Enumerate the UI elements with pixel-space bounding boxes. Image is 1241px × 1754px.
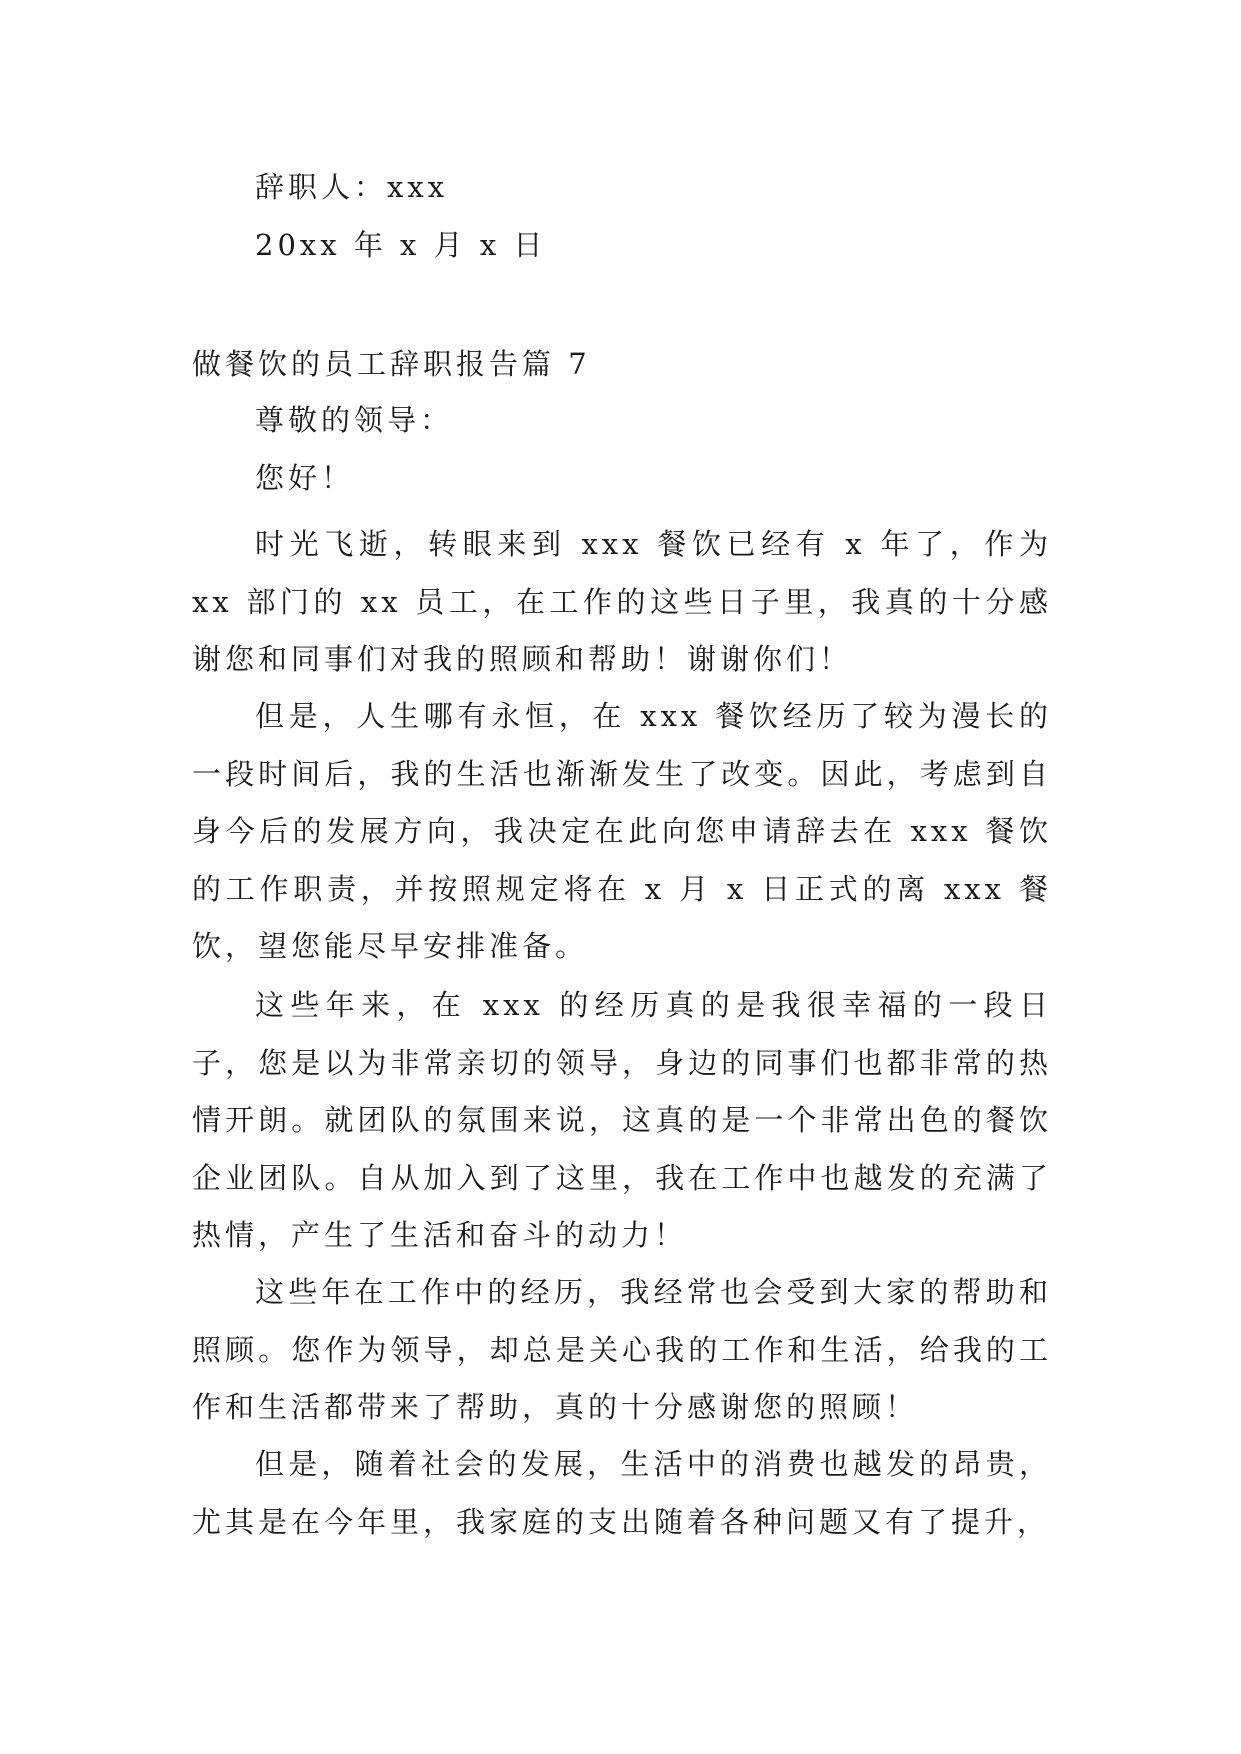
body-paragraph: 这些年在工作中的经历，我经常也会受到大家的帮助和照顾。您作为领导，却总是关心我的工作和生活，给我的工作和生活都带来了帮助，真的十分感谢您的照顾！ bbox=[192, 1275, 1052, 1424]
section-heading: 做餐饮的员工辞职报告篇 7 bbox=[192, 347, 591, 381]
greeting: 您好！ bbox=[255, 461, 355, 495]
signature-line: 辞职人：xxx bbox=[255, 170, 449, 204]
body-paragraph: 但是，随着社会的发展，生活中的消费也越发的昂贵，尤其是在今年里，我家庭的支出随着各种问题又有了提升， bbox=[192, 1447, 1052, 1539]
date-line: 20xx 年 x 月 x 日 bbox=[255, 228, 547, 262]
body-paragraph: 这些年来，在 xxx 的经历真的是我很幸福的一段日子，您是以为非常亲切的领导，身边的同事们也都非常的热情开朗。就团队的氛围来说，这真的是一个非常出色的餐饮企业团队。自从加入到了这里，我在工作中也越发的充满了热情，产生了生活和奋斗的动力！ bbox=[192, 988, 1052, 1252]
salutation: 尊敬的领导： bbox=[255, 403, 454, 437]
body-paragraph: 但是，人生哪有永恒，在 xxx 餐饮经历了较为漫长的一段时间后，我的生活也渐渐发生了改变。因此，考虑到自身今后的发展方向，我决定在此向您申请辞去在 xxx 餐饮的工作职责，并按照规定将在 x 月 x 日正式的离 xxx 餐饮，望您能尽早安排准备。 bbox=[192, 699, 1052, 963]
body-paragraph: 时光飞逝，转眼来到 xxx 餐饮已经有 x 年了，作为 xx 部门的 xx 员工，在工作的这些日子里，我真的十分感谢您和同事们对我的照顾和帮助！谢谢你们！ bbox=[192, 527, 1052, 676]
